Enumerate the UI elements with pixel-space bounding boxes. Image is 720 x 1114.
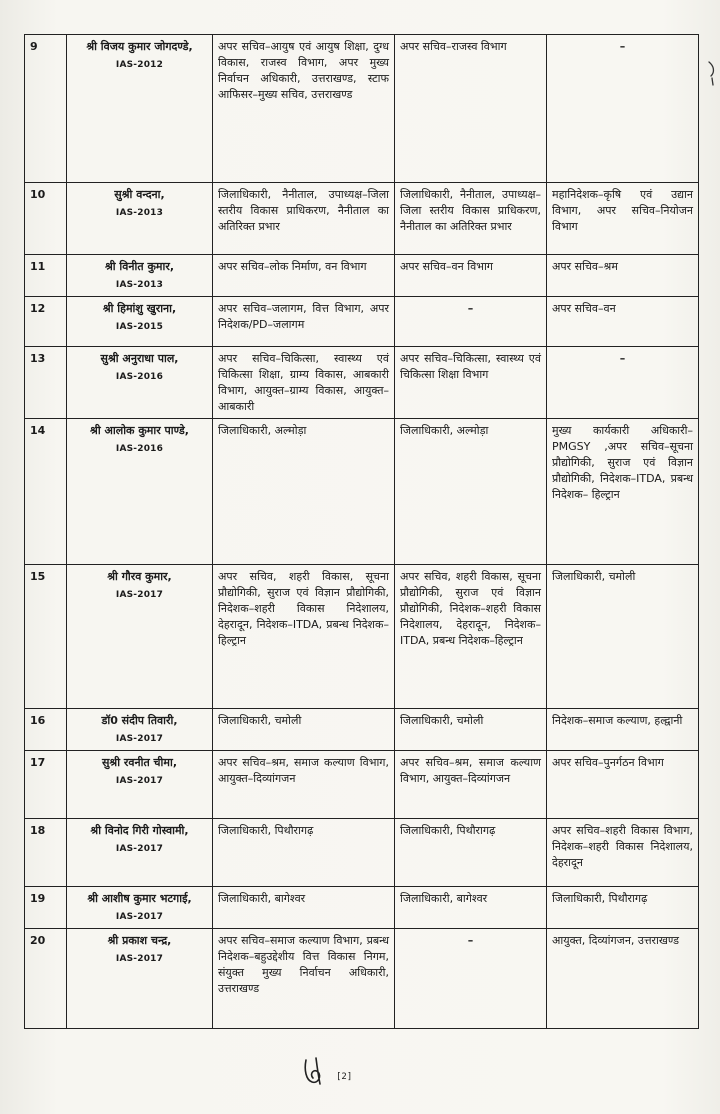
table-row xyxy=(25,751,699,819)
officer-name: श्री प्रकाश चन्द्र, xyxy=(107,934,172,947)
new-posting: जिलाधिकारी, चमोली xyxy=(547,565,699,709)
current-posting: अपर सचिव–जलागम, वित्त विभाग, अपर निदेशक/PD–जलागम xyxy=(213,297,395,347)
officer-name: डॉ0 संदीप तिवारी, xyxy=(101,714,178,727)
current-posting: अपर सचिव, शहरी विकास, सूचना प्रौद्योगिकी, सुराज एवं विज्ञान प्रौद्योगिकी, निदेशक–शहरी विकास निदेशालय, देहरादून, निदेशक–ITDA, प्रबन्ध निदेशक–हिल्ट्रान xyxy=(213,565,395,709)
officer-cell xyxy=(67,819,213,887)
current-posting: अपर सचिव–श्रम, समाज कल्याण विभाग, आयुक्त–दिव्यांगजन xyxy=(213,751,395,819)
new-posting: निदेशक–समाज कल्याण, हल्द्वानी xyxy=(547,709,699,751)
current-posting: अपर सचिव–चिकित्सा, स्वास्थ्य एवं चिकित्सा शिक्षा, ग्राम्य विकास, आबकारी विभाग, आयुक्त–ग्राम्य विकास, आयुक्त–आबकारी xyxy=(213,347,395,419)
serial-number: 20 xyxy=(25,929,67,1029)
serial-number: 11 xyxy=(25,255,67,297)
table-row xyxy=(25,887,699,929)
serial-number: 15 xyxy=(25,565,67,709)
serial-number: 12 xyxy=(25,297,67,347)
new-posting: अपर सचिव–वन xyxy=(547,297,699,347)
officer-cell xyxy=(67,751,213,819)
officer-cell xyxy=(67,565,213,709)
current-posting: जिलाधिकारी, पिथौरागढ़ xyxy=(213,819,395,887)
table-row xyxy=(25,419,699,565)
officer-name: श्री आलोक कुमार पाण्डे, xyxy=(90,424,189,437)
officer-name: श्री विनीत कुमार, xyxy=(104,260,175,273)
service-batch: IAS-2017 xyxy=(115,776,164,786)
officer-name: श्री विनोद गिरी गोस्वामी, xyxy=(90,824,189,837)
serial-number: 9 xyxy=(25,35,67,183)
current-posting: अपर सचिव–लोक निर्माण, वन विभाग xyxy=(213,255,395,297)
serial-number: 19 xyxy=(25,887,67,929)
officer-cell xyxy=(67,929,213,1029)
serial-number: 18 xyxy=(25,819,67,887)
officer-cell xyxy=(67,255,213,297)
officer-name: सुश्री वन्दना, xyxy=(114,188,165,201)
current-posting: अपर सचिव–आयुष एवं आयुष शिक्षा, दुग्ध विकास, राजस्व विभाग, अपर मुख्य निर्वाचन अधिकारी, उत्तराखण्ड, स्टाफ आफिसर–मुख्य सचिव, उत्तराखण्ड xyxy=(213,35,395,183)
serial-number: 16 xyxy=(25,709,67,751)
service-batch: IAS-2017 xyxy=(115,844,164,854)
relieved-posting: जिलाधिकारी, पिथौरागढ़ xyxy=(395,819,547,887)
relieved-posting: जिलाधिकारी, अल्मोड़ा xyxy=(395,419,547,565)
relieved-posting: जिलाधिकारी, बागेश्वर xyxy=(395,887,547,929)
table-row xyxy=(25,255,699,297)
officer-name: श्री हिमांशु खुराना, xyxy=(102,302,177,315)
current-posting: जिलाधिकारी, नैनीताल, उपाध्यक्ष–जिला स्तरीय विकास प्राधिकरण, नैनीताल का अतिरिक्त प्रभार xyxy=(213,183,395,255)
page-number: [2] xyxy=(336,1072,353,1082)
service-batch: IAS-2015 xyxy=(115,322,164,332)
new-posting: महानिदेशक–कृषि एवं उद्यान विभाग, अपर सचिव–नियोजन विभाग xyxy=(547,183,699,255)
officer-cell xyxy=(67,347,213,419)
current-posting: जिलाधिकारी, बागेश्वर xyxy=(213,887,395,929)
service-batch: IAS-2017 xyxy=(115,912,164,922)
relieved-posting: अपर सचिव–चिकित्सा, स्वास्थ्य एवं चिकित्सा शिक्षा विभाग xyxy=(395,347,547,419)
officer-cell xyxy=(67,297,213,347)
relieved-posting: जिलाधिकारी, नैनीताल, उपाध्यक्ष–जिला स्तरीय विकास प्राधिकरण, नैनीताल का अतिरिक्त प्रभार xyxy=(395,183,547,255)
table-row xyxy=(25,35,699,183)
service-batch: IAS-2016 xyxy=(115,372,164,382)
officer-cell xyxy=(67,35,213,183)
officer-name: श्री आशीष कुमार भटगाई, xyxy=(87,892,192,905)
officer-cell xyxy=(67,183,213,255)
officer-cell xyxy=(67,419,213,565)
officer-cell xyxy=(67,887,213,929)
relieved-posting: जिलाधिकारी, चमोली xyxy=(395,709,547,751)
current-posting: जिलाधिकारी, अल्मोड़ा xyxy=(213,419,395,565)
service-batch: IAS-2017 xyxy=(115,734,164,744)
table-row xyxy=(25,347,699,419)
new-posting: अपर सचिव–श्रम xyxy=(547,255,699,297)
current-posting: अपर सचिव–समाज कल्याण विभाग, प्रबन्ध निदेशक–बहुउद्देशीय वित्त विकास निगम, संयुक्त मुख्य निर्वाचन अधिकारी, उत्तराखण्ड xyxy=(213,929,395,1029)
table-row xyxy=(25,819,699,887)
service-batch: IAS-2012 xyxy=(115,60,164,70)
officer-name: सुश्री रवनीत चीमा, xyxy=(101,756,177,769)
relieved-posting: अपर सचिव–वन विभाग xyxy=(395,255,547,297)
current-posting: जिलाधिकारी, चमोली xyxy=(213,709,395,751)
officer-name: श्री गौरव कुमार, xyxy=(107,570,172,583)
new-posting: – xyxy=(547,347,699,419)
officer-name: सुश्री अनुराधा पाल, xyxy=(100,352,179,365)
relieved-posting: – xyxy=(395,929,547,1029)
relieved-posting: अपर सचिव–श्रम, समाज कल्याण विभाग, आयुक्त–दिव्यांगजन xyxy=(395,751,547,819)
serial-number: 14 xyxy=(25,419,67,565)
initials-signature xyxy=(300,1052,330,1092)
officer-name: श्री विजय कुमार जोगदण्डे, xyxy=(86,40,193,53)
table-row xyxy=(25,183,699,255)
table-row xyxy=(25,709,699,751)
new-posting: जिलाधिकारी, पिथौरागढ़ xyxy=(547,887,699,929)
table-row xyxy=(25,297,699,347)
service-batch: IAS-2016 xyxy=(115,444,164,454)
officer-transfer-table xyxy=(24,34,699,1029)
serial-number: 17 xyxy=(25,751,67,819)
new-posting: अपर सचिव–शहरी विकास विभाग, निदेशक–शहरी विकास निदेशालय, देहरादून xyxy=(547,819,699,887)
service-batch: IAS-2013 xyxy=(115,208,164,218)
edge-ink-mark xyxy=(706,58,718,88)
table-body xyxy=(25,35,699,1029)
serial-number: 13 xyxy=(25,347,67,419)
new-posting: – xyxy=(547,35,699,183)
new-posting: मुख्य कार्यकारी अधिकारी–PMGSY ,अपर सचिव–सूचना प्रौद्योगिकी, सुराज एवं विज्ञान प्रौद्योगिकी, निदेशक–ITDA, प्रबन्ध निदेशक– हिल्ट्रान xyxy=(547,419,699,565)
table-row xyxy=(25,929,699,1029)
table-row xyxy=(25,565,699,709)
relieved-posting: – xyxy=(395,297,547,347)
service-batch: IAS-2017 xyxy=(115,954,164,964)
relieved-posting: अपर सचिव, शहरी विकास, सूचना प्रौद्योगिकी, सुराज एवं विज्ञान प्रौद्योगिकी, निदेशक–शहरी विकास निदेशालय, देहरादून, निदेशक–ITDA, प्रबन्ध निदेशक–हिल्ट्रान xyxy=(395,565,547,709)
service-batch: IAS-2013 xyxy=(115,280,164,290)
relieved-posting: अपर सचिव–राजस्व विभाग xyxy=(395,35,547,183)
serial-number: 10 xyxy=(25,183,67,255)
officer-cell xyxy=(67,709,213,751)
service-batch: IAS-2017 xyxy=(115,590,164,600)
new-posting: अपर सचिव–पुनर्गठन विभाग xyxy=(547,751,699,819)
new-posting: आयुक्त, दिव्यांगजन, उत्तराखण्ड xyxy=(547,929,699,1029)
